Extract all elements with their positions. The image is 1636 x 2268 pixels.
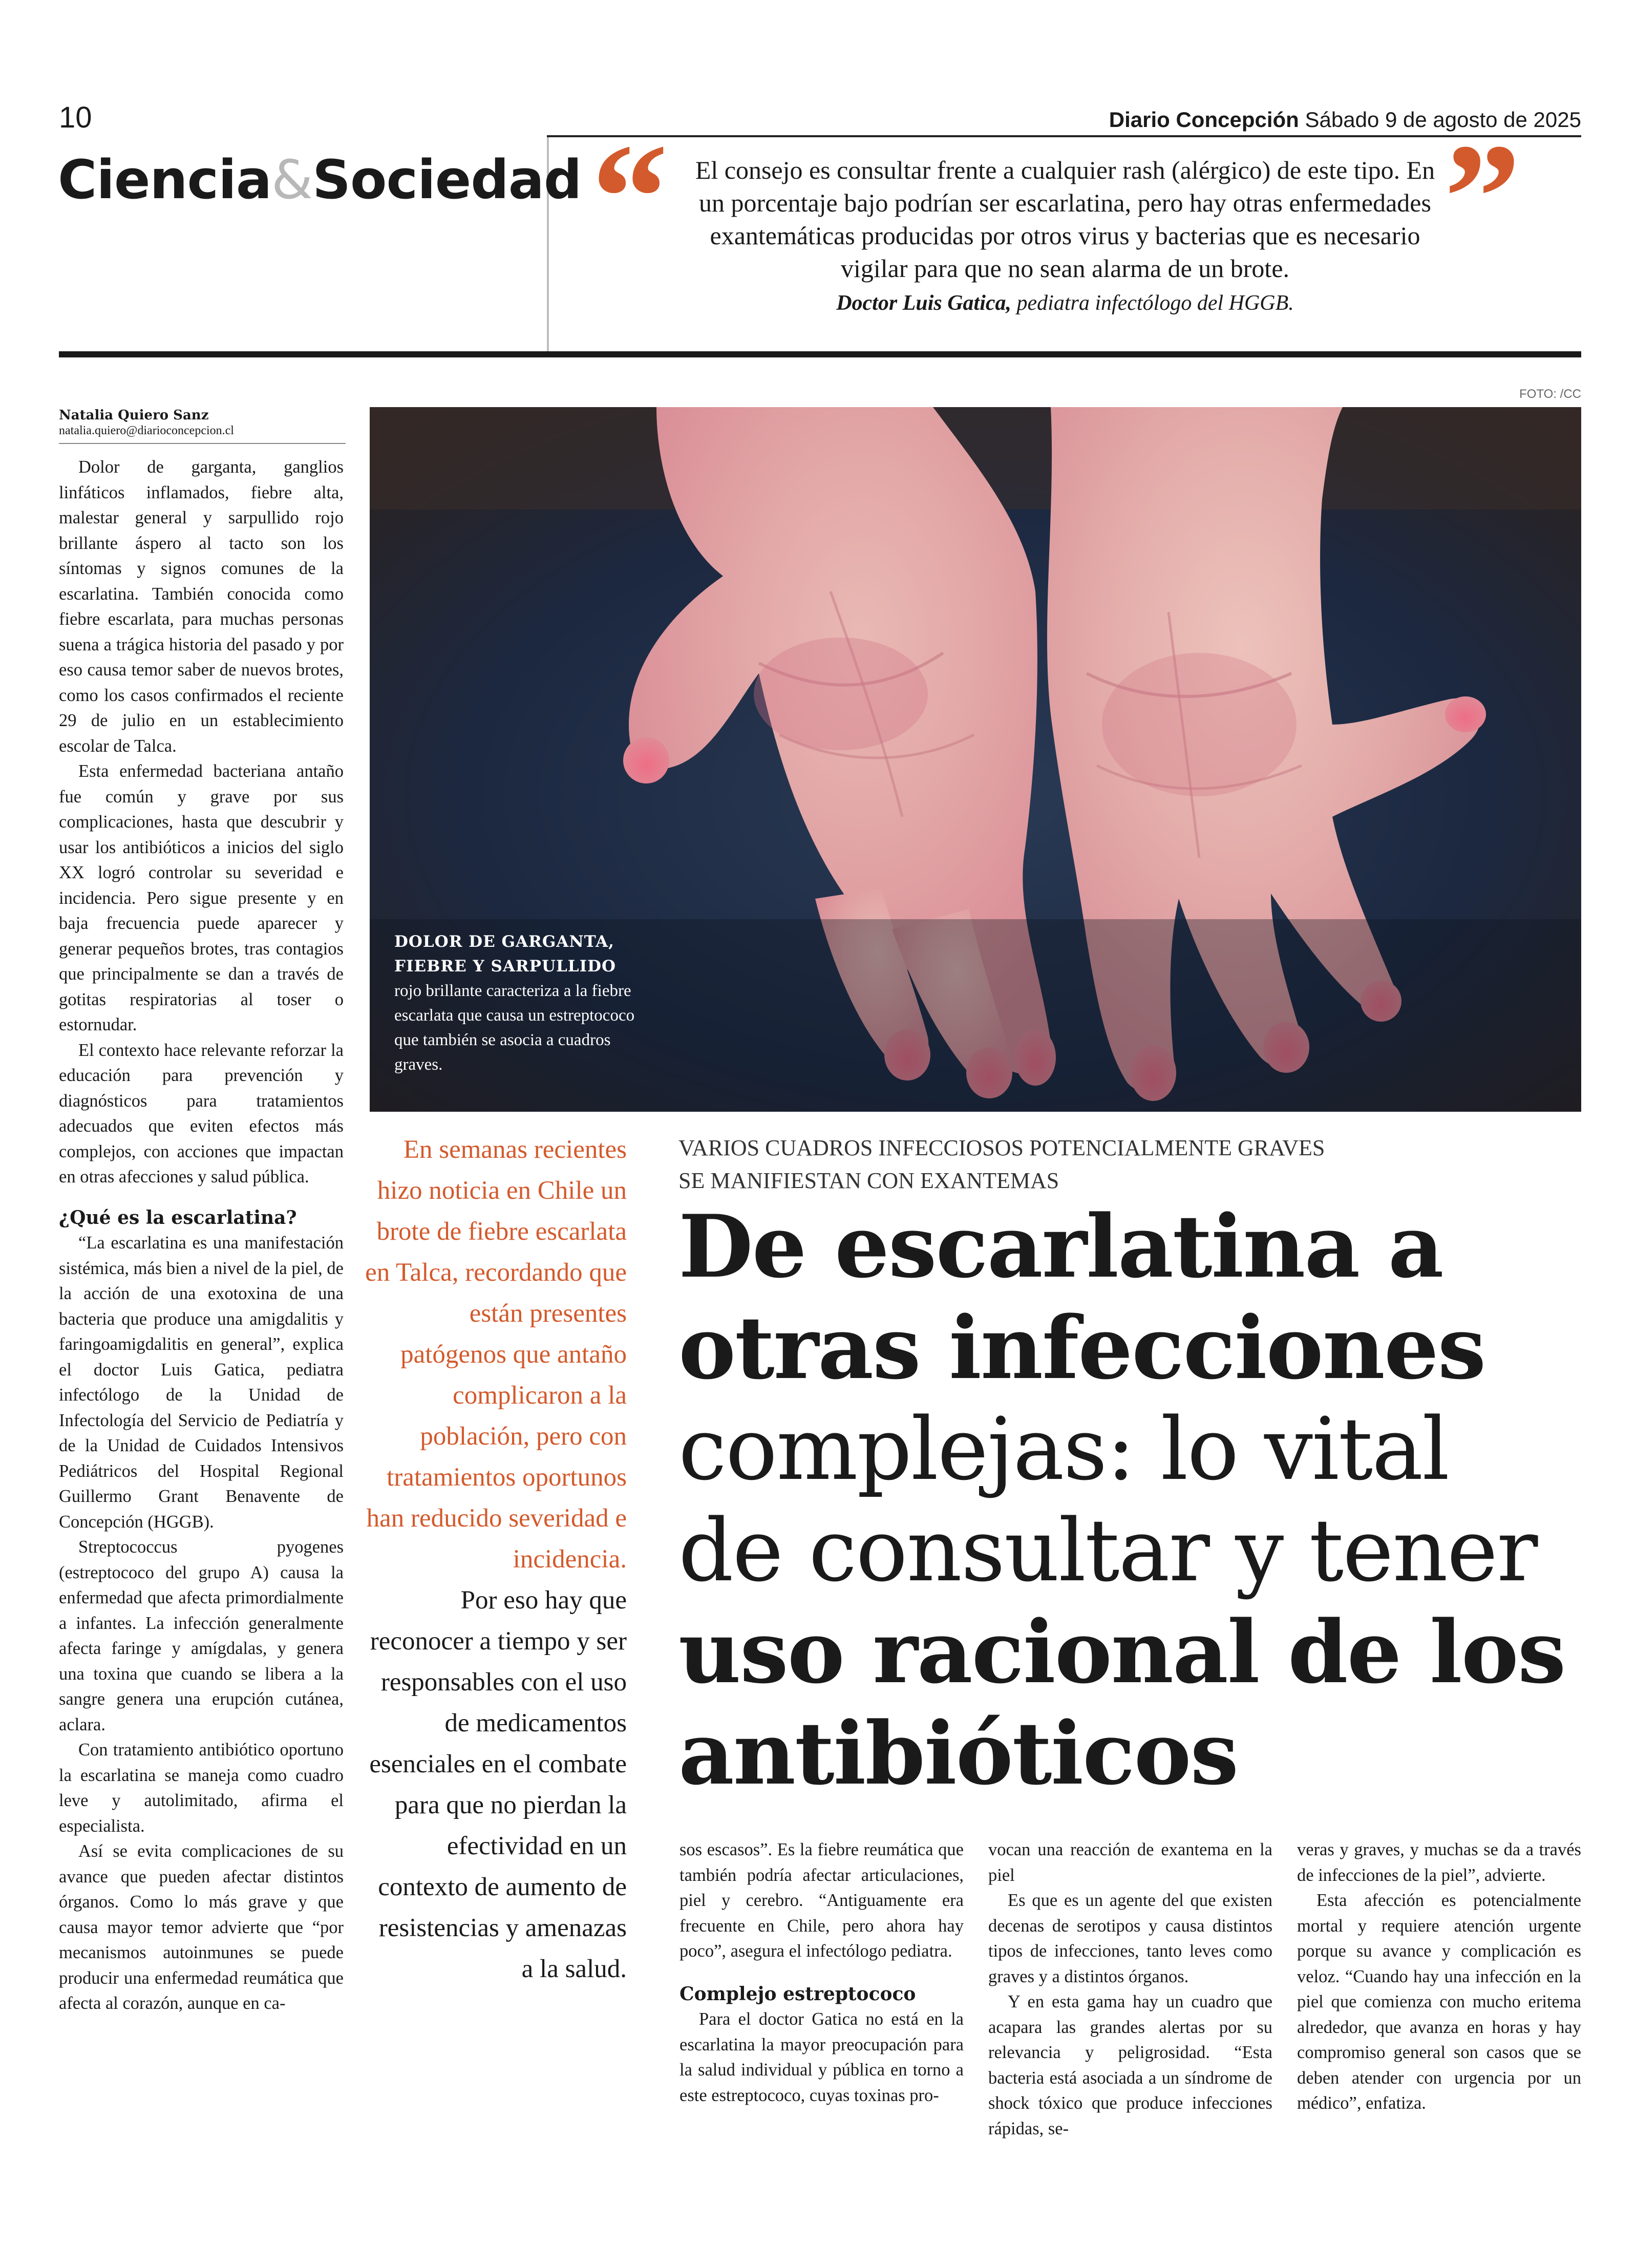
kicker-line: SE MANIFIESTAN CON EXANTEMAS	[678, 1168, 1059, 1193]
issue-date: Sábado 9 de agosto de 2025	[1305, 108, 1581, 132]
subheading: ¿Qué es la escarlatina?	[59, 1206, 297, 1228]
author-email[interactable]: natalia.quiero@diarioconcepcion.cl	[59, 424, 346, 444]
quote-open-mark-icon: “	[591, 112, 668, 282]
paragraph: “La escarlatina es una manifestación sistémica, más bien a nivel de la piel, de la acción de una exotoxina de una bacteria que produce una amigdalitis y faringoamigdalitis en general”, explica el doctor Luis Gatica, pediatra infectólogo de la Unidad de Infectología del Servicio de Pediatría y de la Unidad de Cuidados Intensivos Pediátricos del Hospital Regional Guillermo Grant Benavente de Concepción (HGGB).	[59, 1233, 344, 1532]
paragraph: sos escasos”. Es la fiebre reumática que también podría afectar articulaciones, piel y cerebro. “Antiguamente era frecuente en Chile, pero ahora hay poco”, asegura el infectólogo pediatra.	[679, 1840, 964, 1961]
quote-author: Doctor Luis Gatica,	[836, 291, 1012, 315]
paragraph: Es que es un agente del que existen decenas de serotipos y causa distintos tipos de infecciones, tanto leves como graves y a distintos órganos.	[988, 1891, 1272, 1986]
publication-name: Diario Concepción	[1109, 108, 1299, 132]
author-name: Natalia Quiero Sanz	[59, 408, 209, 423]
pull-quote	[365, 1129, 627, 1989]
pull-quote-body: Por eso hay que reconocer a tiempo y ser responsables con el uso de medicamentos esenciales en el combate para que no pierdan la efectividad en un contexto de aumento de resistencias y amenazas a la salud.	[369, 1586, 627, 1983]
headline-kicker	[678, 1132, 1549, 1197]
kicker-line: VARIOS CUADROS INFECCIOSOS POTENCIALMENTE GRAVES	[678, 1135, 1325, 1160]
paragraph: Esta afección es potencialmente mortal y requiere atención urgente porque su avance y complicación es veloz. “Cuando hay una infección en la piel que comienza con mucho eritema alrededor, que avanza en horas y hay compromiso general son casos que se deben atender con urgencia por un médico”, enfatiza.	[1297, 1891, 1581, 2113]
section-ampersand: &	[271, 149, 313, 211]
quote-role: pediatra infectólogo del HGGB.	[1016, 291, 1294, 315]
headline-line: uso racional de los	[678, 1601, 1565, 1703]
quote-close-mark-icon: ”	[1444, 112, 1521, 282]
photo-credit: FOTO: /CC	[1519, 387, 1581, 401]
section-title	[58, 149, 581, 211]
paragraph: Para el doctor Gatica no está en la escarlatina la mayor preocupación para la salud individual y pública en torno a este estreptococo, cuyas toxinas pro-	[679, 2009, 964, 2105]
subheading: Complejo estreptococo	[679, 1983, 916, 2005]
paragraph: Dolor de garganta, ganglios linfáticos inflamados, fiebre alta, malestar general y sarpullido rojo brillante áspero al tacto son los síntomas y signos comunes de la escarlatina. También conocida como fiebre escarlata, para muchas personas suena a trágica historia del pasado y por eso causa temor saber de nuevos brotes, como los casos confirmados el reciente 29 de julio en un establecimiento escolar de Talca.	[59, 457, 344, 756]
byline	[59, 408, 346, 444]
headline-line: otras infecciones	[678, 1297, 1485, 1398]
top-rule	[547, 135, 1581, 137]
caption-text: rojo brillante caracteriza a la fiebre escarlata que causa un estreptococo que también se asocia a cuadros graves.	[394, 982, 635, 1074]
headline-line: De escarlatina a	[678, 1196, 1443, 1297]
caption-lead-1: DOLOR DE GARGANTA,	[394, 932, 614, 951]
photo-caption	[394, 929, 650, 1077]
article-column-3	[1297, 1837, 1581, 2116]
headline-line: antibióticos	[678, 1703, 1238, 1804]
caption-lead-2: FIEBRE Y SARPULLIDO	[394, 957, 616, 976]
section-part-2: Sociedad	[312, 149, 582, 211]
paragraph: Esta enfermedad bacteriana antaño fue común y grave por sus complicaciones, hasta que descubrir y usar los antibióticos a inicios del siglo XX logró controlar su severidad e incidencia. Pero sigue presente y en baja frecuencia puede aparecer y generar pequeños brotes, tras contagios que principalmente se dan a través de gotitas respiratorias al toser o estornudar.	[59, 761, 344, 1034]
paragraph: Y en esta gama hay un cuadro que acapara las grandes alertas por su relevancia y peligrosidad. “Esta bacteria está asociada a un síndrome de shock tóxico que produce infecciones rápidas, se-	[988, 1992, 1272, 2138]
paragraph: El contexto hace relevante reforzar la educación para prevención y diagnósticos para tratamientos adecuados que eviten efectos más complejos, con acciones que impactan en otras afecciones y salud pública.	[59, 1040, 344, 1186]
pull-quote-highlight: En semanas recientes hizo noticia en Chile un brote de fiebre escarlata en Talca, recordando que están presentes patógenos que antaño complicaron a la población, pero con tratamientos oportunos han reducido severidad e incidencia.	[365, 1135, 627, 1574]
article-column-1	[679, 1837, 964, 2108]
headline-line: de consultar y tener	[678, 1500, 1537, 1601]
page-number: 10	[59, 101, 92, 134]
paragraph: Así se evita complicaciones de su avance que pueden afectar distintos órganos. Como lo más grave y que causa mayor temor advierte que “por mecanismos autoinmunes se puede producir una enfermedad reumática que afecta al corazón, aunque en ca-	[59, 1841, 344, 2013]
article-left-column	[59, 455, 344, 2017]
headline	[678, 1196, 1600, 1804]
section-part-1: Ciencia	[58, 149, 272, 211]
header-rule	[59, 351, 1581, 357]
quote-attribution	[686, 291, 1444, 315]
headline-line: complejas: lo vital	[678, 1399, 1449, 1499]
paragraph: Con tratamiento antibiótico oportuno la escarlatina se maneja como cuadro leve y autolimitado, afirma el especialista.	[59, 1740, 344, 1836]
paragraph: vocan una reacción de exantema en la piel	[988, 1840, 1272, 1885]
article-column-2	[988, 1837, 1272, 2142]
caption-lead	[394, 929, 650, 979]
paragraph: veras y graves, y muchas se da a través de infecciones de la piel”, advierte.	[1297, 1840, 1581, 1885]
highlight-quote: El consejo es consultar frente a cualquier rash (alérgico) de este tipo. En un porcentaje bajo podrían ser escarlatina, pero hay otras enfermedades exantemáticas producidas por otros virus y bacterias que es necesario vigilar para que no sean alarma de un brote.	[695, 156, 1435, 283]
paragraph: Streptococcus pyogenes (estreptococo del grupo A) causa la enfermedad que afecta primordialmente a infantes. La infección generalmente afecta faringe y amígdalas, y genera una toxina que cuando se libera a la sangre genera una erupción cutánea, aclara.	[59, 1537, 344, 1734]
